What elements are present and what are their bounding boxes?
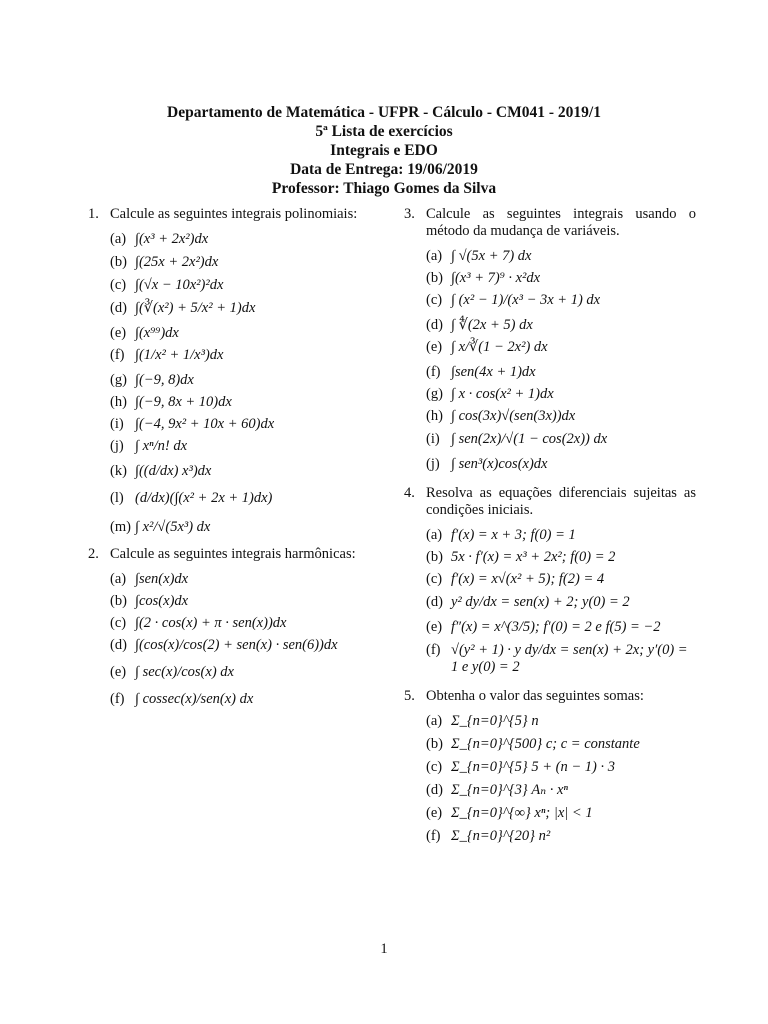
item-label: (g) xyxy=(426,386,443,402)
item-expression: ∫cos(x)dx xyxy=(135,593,189,609)
item-label: (c) xyxy=(110,277,127,293)
header-topic: Integrais e EDO xyxy=(330,142,438,159)
question-text: Resolva as equações diferenciais sujeitas as condições iniciais. xyxy=(426,485,696,518)
exercise-item xyxy=(110,416,380,433)
item-expression: 5x · f′(x) = x³ + 2x²; f(0) = 2 xyxy=(451,549,616,565)
exercise-item xyxy=(426,317,696,334)
item-label: (a) xyxy=(426,713,443,729)
item-label: (e) xyxy=(110,325,127,341)
header-course-line: Departamento de Matemática - UFPR - Cálculo - CM041 - 2019/1 xyxy=(167,104,601,121)
item-expression: Σ_{n=0}^{3} Aₙ · xⁿ xyxy=(451,782,568,798)
item-expression: (d/dx)(∫(x² + 2x + 1)dx) xyxy=(135,490,273,506)
item-expression: ∫ sen³(x)cos(x)dx xyxy=(451,456,548,472)
item-expression: ∫(√x − 10x²)²dx xyxy=(135,277,224,293)
exercise-item xyxy=(110,691,380,708)
exercise-item xyxy=(426,527,696,544)
item-label: (h) xyxy=(110,394,127,410)
item-label: (h) xyxy=(426,408,443,424)
exercise-item xyxy=(426,408,696,425)
item-expression: ∫(1/x² + 1/x³)dx xyxy=(135,347,224,363)
question-items xyxy=(110,571,380,708)
item-label: (a) xyxy=(110,571,127,587)
question-text: Calcule as seguintes integrais polinomiais: xyxy=(110,206,358,222)
item-expression: ∫(−9, 8)dx xyxy=(135,372,194,388)
item-label: (k) xyxy=(110,463,127,479)
question-4 xyxy=(404,485,696,676)
item-label: (b) xyxy=(426,270,443,286)
item-expression: ∫sen(x)dx xyxy=(135,571,189,587)
question-number: 4. xyxy=(404,485,415,501)
header-due-date: Data de Entrega: 19/06/2019 xyxy=(290,161,478,178)
item-expression: ∫ x · cos(x² + 1)dx xyxy=(451,386,554,402)
question-2 xyxy=(88,546,380,708)
item-label: (f) xyxy=(110,691,125,707)
item-label: (j) xyxy=(426,456,440,472)
document-header xyxy=(0,103,768,198)
item-expression: Σ_{n=0}^{5} n xyxy=(451,713,539,729)
exercise-item xyxy=(110,571,380,588)
item-expression: ∫(x⁹⁹)dx xyxy=(135,325,179,341)
item-expression: ∫(−9, 8x + 10)dx xyxy=(135,394,232,410)
question-text: Calcule as seguintes integrais usando o método da mudança de variáveis. xyxy=(426,206,696,239)
item-label: (c) xyxy=(110,615,127,631)
question-items xyxy=(110,231,380,536)
item-expression: √(y² + 1) · y dy/dx = sen(x) + 2x; y′(0) = 1 e y(0) = 2 xyxy=(451,642,688,675)
item-label: (f) xyxy=(426,364,441,380)
exercise-item xyxy=(110,300,380,317)
exercise-item xyxy=(426,594,696,611)
item-label: (f) xyxy=(426,828,441,844)
item-label: (i) xyxy=(110,416,124,432)
item-expression: ∫ ∜(2x + 5) dx xyxy=(451,317,533,333)
item-label: (c) xyxy=(426,571,443,587)
item-label: (g) xyxy=(110,372,127,388)
exercise-item xyxy=(426,549,696,566)
question-number: 2. xyxy=(88,546,99,562)
exercise-item xyxy=(110,254,380,271)
item-expression: ∫(2 · cos(x) + π · sen(x))dx xyxy=(135,615,287,631)
item-expression: ∫ xⁿ/n! dx xyxy=(135,438,188,454)
item-expression: ∫sen(4x + 1)dx xyxy=(451,364,536,380)
item-expression: f″(x) = x^(3/5); f′(0) = 2 e f(5) = −2 xyxy=(451,619,661,635)
item-label: (l) xyxy=(110,490,124,506)
item-expression: ∫ cos(3x)√(sen(3x))dx xyxy=(451,408,576,424)
item-label: (b) xyxy=(426,736,443,752)
exercise-item xyxy=(110,519,380,536)
item-expression: ∫(cos(x)/cos(2) + sen(x) · sen(6))dx xyxy=(135,637,338,653)
item-expression: ∫ sen(2x)/√(1 − cos(2x)) dx xyxy=(451,431,608,447)
exercise-item xyxy=(426,386,696,403)
exercise-item xyxy=(110,593,380,610)
question-items xyxy=(426,713,696,845)
exercise-item xyxy=(110,637,380,654)
exercise-item xyxy=(426,713,696,730)
item-label: (b) xyxy=(426,549,443,565)
exercise-item xyxy=(426,736,696,753)
item-label: (e) xyxy=(426,619,443,635)
exercise-item xyxy=(426,292,696,309)
exercise-item xyxy=(110,463,380,480)
item-expression: ∫((d/dx) x³)dx xyxy=(135,463,212,479)
question-items xyxy=(426,527,696,676)
exercise-item xyxy=(110,438,380,455)
exercise-item xyxy=(426,828,696,845)
exercise-item xyxy=(426,456,696,473)
question-text: Calcule as seguintes integrais harmônicas: xyxy=(110,546,356,562)
item-expression: f′(x) = x + 3; f(0) = 1 xyxy=(451,527,576,543)
item-expression: ∫ (x² − 1)/(x³ − 3x + 1) dx xyxy=(451,292,601,308)
item-label: (e) xyxy=(426,339,443,355)
item-label: (a) xyxy=(426,527,443,543)
exercise-item xyxy=(426,364,696,381)
exercise-item xyxy=(110,231,380,248)
item-label: (d) xyxy=(110,637,127,653)
item-label: (d) xyxy=(426,317,443,333)
exercise-item xyxy=(110,277,380,294)
exercise-item xyxy=(426,782,696,799)
item-expression: ∫(x³ + 2x²)dx xyxy=(135,231,209,247)
question-5 xyxy=(404,688,696,845)
item-expression: ∫ x²/√(5x³) dx xyxy=(135,519,211,535)
exercise-item xyxy=(426,339,696,356)
question-text: Obtenha o valor das seguintes somas: xyxy=(426,688,644,704)
item-expression: Σ_{n=0}^{20} n² xyxy=(451,828,551,844)
item-label: (e) xyxy=(110,664,127,680)
exercise-item xyxy=(426,619,696,636)
exercise-item xyxy=(110,490,380,507)
exercise-item xyxy=(426,270,696,287)
exercise-item xyxy=(426,571,696,588)
item-label: (b) xyxy=(110,254,127,270)
exercise-item xyxy=(426,805,696,822)
item-expression: ∫ x/∛(1 − 2x²) dx xyxy=(451,339,548,355)
item-expression: Σ_{n=0}^{∞} xⁿ; |x| < 1 xyxy=(451,805,593,821)
left-column xyxy=(88,206,380,718)
item-expression: Σ_{n=0}^{500} c; c = constante xyxy=(451,736,640,752)
item-label: (a) xyxy=(110,231,127,247)
item-label: (d) xyxy=(110,300,127,316)
item-expression: ∫(∛(x²) + 5/x² + 1)dx xyxy=(135,300,256,316)
exercise-item xyxy=(110,325,380,342)
item-expression: ∫ cossec(x)/sen(x) dx xyxy=(135,691,254,707)
item-label: (f) xyxy=(110,347,125,363)
item-label: (a) xyxy=(426,248,443,264)
question-number: 3. xyxy=(404,206,415,222)
exercise-item xyxy=(110,615,380,632)
exercise-item xyxy=(110,372,380,389)
item-label: (i) xyxy=(426,431,440,447)
exercise-item xyxy=(426,248,696,265)
exercise-item xyxy=(110,347,380,364)
header-professor: Professor: Thiago Gomes da Silva xyxy=(271,180,497,197)
question-number: 5. xyxy=(404,688,415,704)
item-expression: ∫ √(5x + 7) dx xyxy=(451,248,532,264)
item-label: (f) xyxy=(426,642,441,658)
exercise-item xyxy=(110,664,380,681)
item-label: (m) xyxy=(110,519,131,535)
exercise-item xyxy=(110,394,380,411)
right-column xyxy=(404,206,696,855)
item-expression: ∫(−4, 9x² + 10x + 60)dx xyxy=(135,416,275,432)
question-1 xyxy=(88,206,380,536)
question-items xyxy=(426,248,696,473)
item-label: (d) xyxy=(426,594,443,610)
item-label: (c) xyxy=(426,292,443,308)
item-expression: f′(x) = x√(x² + 5); f(2) = 4 xyxy=(451,571,605,587)
item-expression: ∫(x³ + 7)⁹ · x²dx xyxy=(451,270,541,286)
item-label: (j) xyxy=(110,438,124,454)
item-expression: Σ_{n=0}^{5} 5 + (n − 1) · 3 xyxy=(451,759,615,775)
page-number: 1 xyxy=(380,941,388,957)
item-expression: y² dy/dx = sen(x) + 2; y(0) = 2 xyxy=(451,594,630,610)
item-label: (c) xyxy=(426,759,443,775)
exercise-item xyxy=(426,642,696,676)
question-3 xyxy=(404,206,696,473)
question-number: 1. xyxy=(88,206,99,222)
item-label: (b) xyxy=(110,593,127,609)
item-expression: ∫(25x + 2x²)dx xyxy=(135,254,219,270)
exercise-item xyxy=(426,431,696,448)
header-list-title: 5ª Lista de exercícios xyxy=(315,123,453,140)
item-label: (e) xyxy=(426,805,443,821)
item-label: (d) xyxy=(426,782,443,798)
item-expression: ∫ sec(x)/cos(x) dx xyxy=(135,664,234,680)
exercise-item xyxy=(426,759,696,776)
